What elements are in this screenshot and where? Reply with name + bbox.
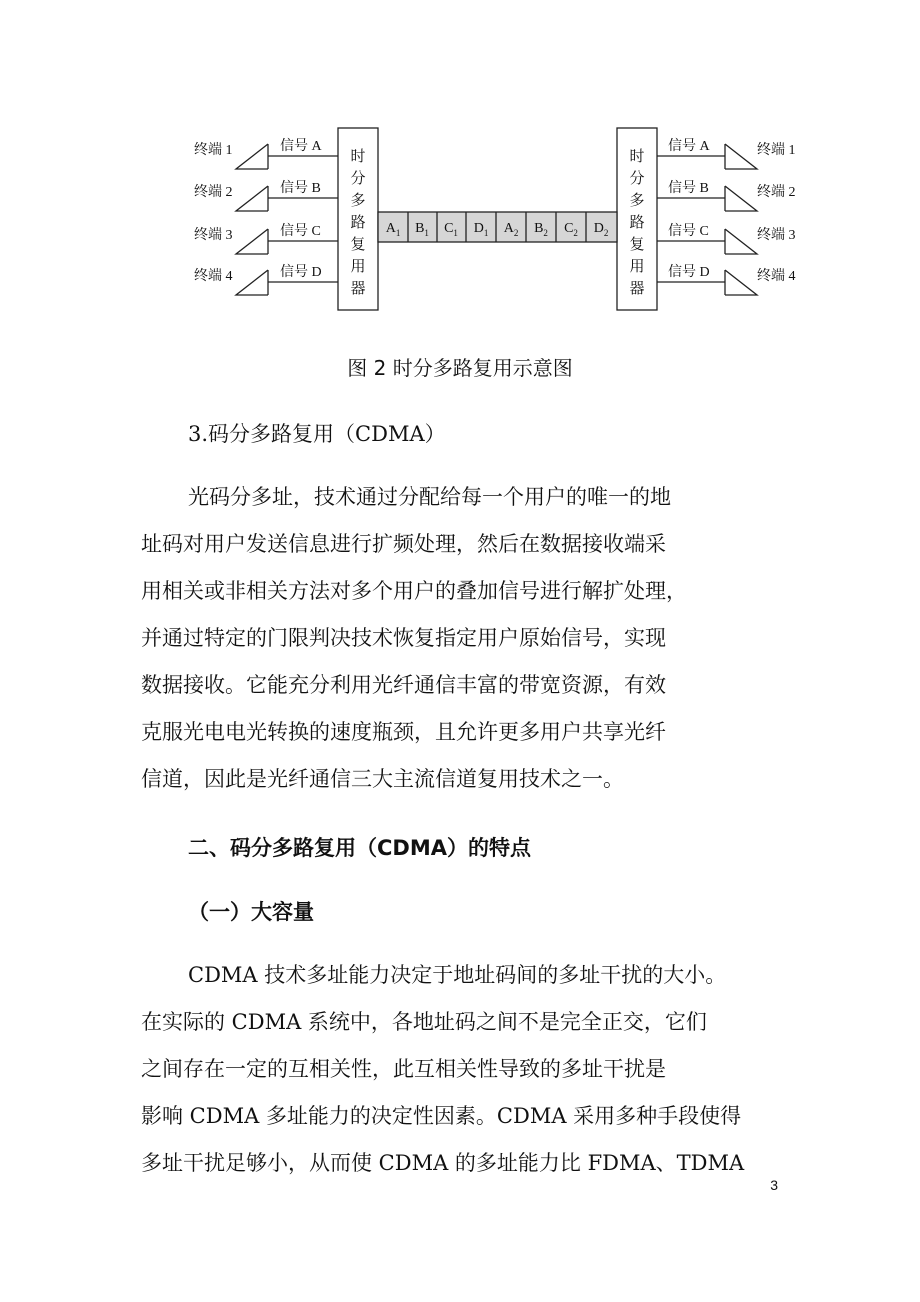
left-terminal-symbol (236, 270, 268, 295)
left-terminal-label: 终端 4 (194, 269, 233, 284)
left-signal-label: 信号 A (280, 139, 322, 154)
right-signal-label: 信号 A (668, 139, 710, 154)
left-mux-char: 复 (350, 237, 366, 253)
paragraph-line: 光码分多址，技术通过分配给每一个用户的唯一的地 (188, 485, 671, 509)
left-mux-char: 分 (350, 171, 366, 187)
figure-caption: 图 2 时分多路复用示意图 (347, 356, 573, 380)
left-terminal-label: 终端 2 (194, 185, 233, 200)
right-mux-char: 多 (629, 193, 645, 209)
paragraph-line: 址码对用户发送信息进行扩频处理，然后在数据接收端采 (141, 532, 666, 556)
right-terminal-label: 终端 2 (757, 185, 796, 200)
right-mux-char: 分 (629, 171, 645, 187)
right-mux-char: 器 (629, 281, 645, 297)
paragraph-line: 多址干扰足够小，从而使 CDMA 的多址能力比 FDMA、TDMA (141, 1151, 745, 1175)
section-heading: 3.码分多路复用（CDMA） (188, 422, 446, 446)
time-slot-label: $D_2$ (593, 221, 609, 238)
paragraph-line: 信道，因此是光纤通信三大主流信道复用技术之一。 (141, 767, 624, 791)
paragraph-line: 用相关或非相关方法对多个用户的叠加信号进行解扩处理， (141, 579, 687, 603)
right-terminal-symbol (725, 229, 757, 254)
left-mux-char: 时 (350, 149, 366, 165)
left-terminal-label: 终端 3 (194, 228, 233, 243)
left-terminal-label: 终端 1 (194, 143, 233, 158)
paragraph-line: 并通过特定的门限判决技术恢复指定用户原始信号，实现 (141, 626, 666, 650)
paragraph-line: 影响 CDMA 多址能力的决定性因素。CDMA 采用多种手段使得 (141, 1104, 742, 1128)
left-mux-char: 多 (350, 193, 366, 209)
left-terminal-symbol (236, 186, 268, 211)
time-slot-label: $D_1$ (473, 221, 489, 238)
right-terminal-symbol (725, 186, 757, 211)
right-mux-char: 用 (629, 259, 645, 275)
paragraph-line: 在实际的 CDMA 系统中，各地址码之间不是完全正交，它们 (141, 1010, 707, 1034)
time-slot-label: $B_2$ (534, 221, 548, 238)
right-terminal-label: 终端 3 (757, 228, 796, 243)
chapter-heading: 二、码分多路复用（CDMA）的特点 (188, 836, 531, 860)
paragraph-line: 克服光电电光转换的速度瓶颈，且允许更多用户共享光纤 (141, 720, 666, 744)
time-slot-label: $C_2$ (564, 221, 578, 238)
left-signal-label: 信号 D (280, 265, 322, 280)
time-slot-label: $B_1$ (415, 221, 429, 238)
left-mux-char: 用 (350, 259, 366, 275)
time-slot-label: $A_1$ (385, 221, 401, 238)
right-mux-char: 复 (629, 237, 645, 253)
right-signal-label: 信号 D (668, 265, 710, 280)
paragraph-line: 数据接收。它能充分利用光纤通信丰富的带宽资源，有效 (141, 673, 666, 697)
page-number: 3 (770, 1177, 778, 1193)
tdm-frame (378, 212, 617, 242)
right-signal-label: 信号 C (668, 224, 709, 239)
tdm-diagram (0, 0, 920, 340)
right-terminal-label: 终端 1 (757, 143, 796, 158)
right-mux-char: 时 (629, 149, 645, 165)
paragraph-line: 之间存在一定的互相关性，此互相关性导致的多址干扰是 (141, 1057, 666, 1081)
right-terminal-symbol (725, 144, 757, 169)
left-signal-label: 信号 B (280, 181, 321, 196)
right-terminal-label: 终端 4 (757, 269, 796, 284)
paragraph-line: CDMA 技术多址能力决定于地址码间的多址干扰的大小。 (188, 963, 727, 987)
left-terminal-symbol (236, 144, 268, 169)
right-mux-char: 路 (629, 215, 645, 231)
left-mux-char: 器 (350, 281, 366, 297)
left-mux-char: 路 (350, 215, 366, 231)
time-slot-label: $A_2$ (503, 221, 519, 238)
subsection-heading: （一）大容量 (188, 900, 314, 924)
time-slot-label: $C_1$ (444, 221, 458, 238)
right-terminal-symbol (725, 270, 757, 295)
left-terminal-symbol (236, 229, 268, 254)
left-signal-label: 信号 C (280, 224, 321, 239)
right-signal-label: 信号 B (668, 181, 709, 196)
